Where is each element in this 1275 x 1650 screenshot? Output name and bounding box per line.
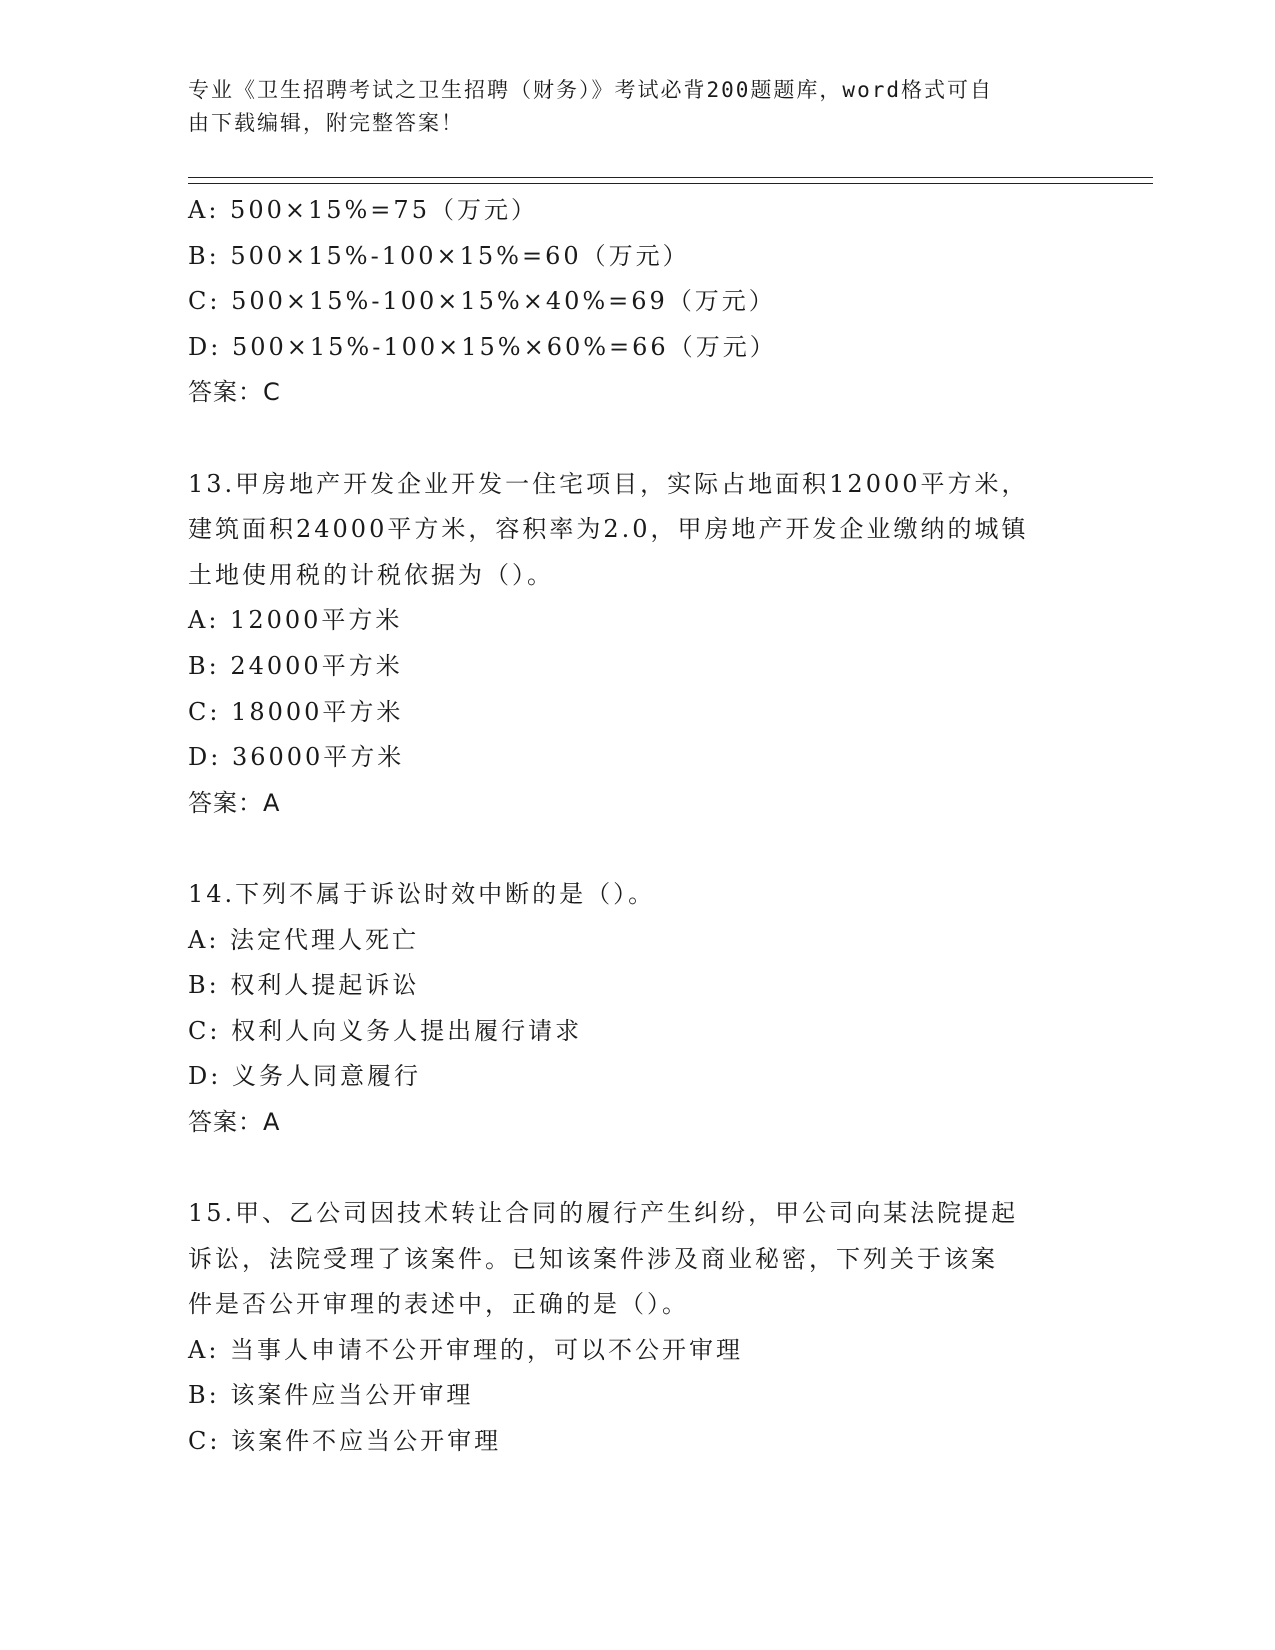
question-stem-line: 建筑面积24000平方米，容积率为2.0，甲房地产开发企业缴纳的城镇 <box>188 515 1029 544</box>
question-stem-line: 土地使用税的计税依据为（）。 <box>188 560 554 589</box>
option-d: D: 义务人同意履行 <box>188 1062 421 1091</box>
answer-line: 答案：C <box>188 378 281 407</box>
header-line-2: 由下载编辑，附完整答案！ <box>188 111 464 135</box>
question-stem-line: 15.甲、乙公司因技术转让合同的履行产生纠纷，甲公司向某法院提起 <box>188 1199 1019 1228</box>
answer-line: 答案：A <box>188 788 281 817</box>
question-13 <box>188 462 1088 827</box>
option-a: A: 法定代理人死亡 <box>188 925 420 954</box>
answer-line: 答案：A <box>188 1107 281 1136</box>
option-d: D: 500×15%-100×15%×60%=66（万元） <box>188 332 777 361</box>
question-stem-line: 14.下列不属于诉讼时效中断的是（）。 <box>188 879 656 908</box>
option-c: C: 18000平方米 <box>188 697 404 726</box>
spacer <box>188 416 1088 462</box>
header-rule-top <box>188 177 1153 178</box>
option-b: B: 24000平方米 <box>188 651 403 680</box>
question-15 <box>188 1191 1088 1465</box>
option-c: C: 权利人向义务人提出履行请求 <box>188 1016 583 1045</box>
spacer <box>188 826 1088 872</box>
header-rule-bottom <box>188 183 1153 184</box>
spacer <box>188 1145 1088 1191</box>
option-b: B: 500×15%-100×15%=60（万元） <box>188 241 690 270</box>
option-c: C: 500×15%-100×15%×40%=69（万元） <box>188 287 776 316</box>
question-stem-line: 件是否公开审理的表述中，正确的是（）。 <box>188 1290 689 1319</box>
option-b: B: 权利人提起诉讼 <box>188 971 420 1000</box>
option-d: D: 36000平方米 <box>188 743 405 772</box>
option-c: C: 该案件不应当公开审理 <box>188 1427 502 1456</box>
document-header <box>188 74 1088 140</box>
option-a: A: 当事人申请不公开审理的，可以不公开审理 <box>188 1335 744 1364</box>
question-stem-line: 诉讼，法院受理了该案件。已知该案件涉及商业秘密，下列关于该案 <box>188 1244 998 1273</box>
header-line-1: 专业《卫生招聘考试之卫生招聘（财务）》考试必背200题题库，word格式可自 <box>188 78 993 102</box>
document-body <box>188 188 1088 1465</box>
option-a: A: 500×15%=75（万元） <box>188 196 538 224</box>
question-stem-line: 13.甲房地产开发企业开发一住宅项目，实际占地面积12000平方米， <box>188 469 1029 498</box>
question-12 <box>188 188 1088 416</box>
option-b: B: 该案件应当公开审理 <box>188 1381 474 1410</box>
option-a: A: 12000平方米 <box>188 606 403 635</box>
question-14 <box>188 872 1088 1146</box>
